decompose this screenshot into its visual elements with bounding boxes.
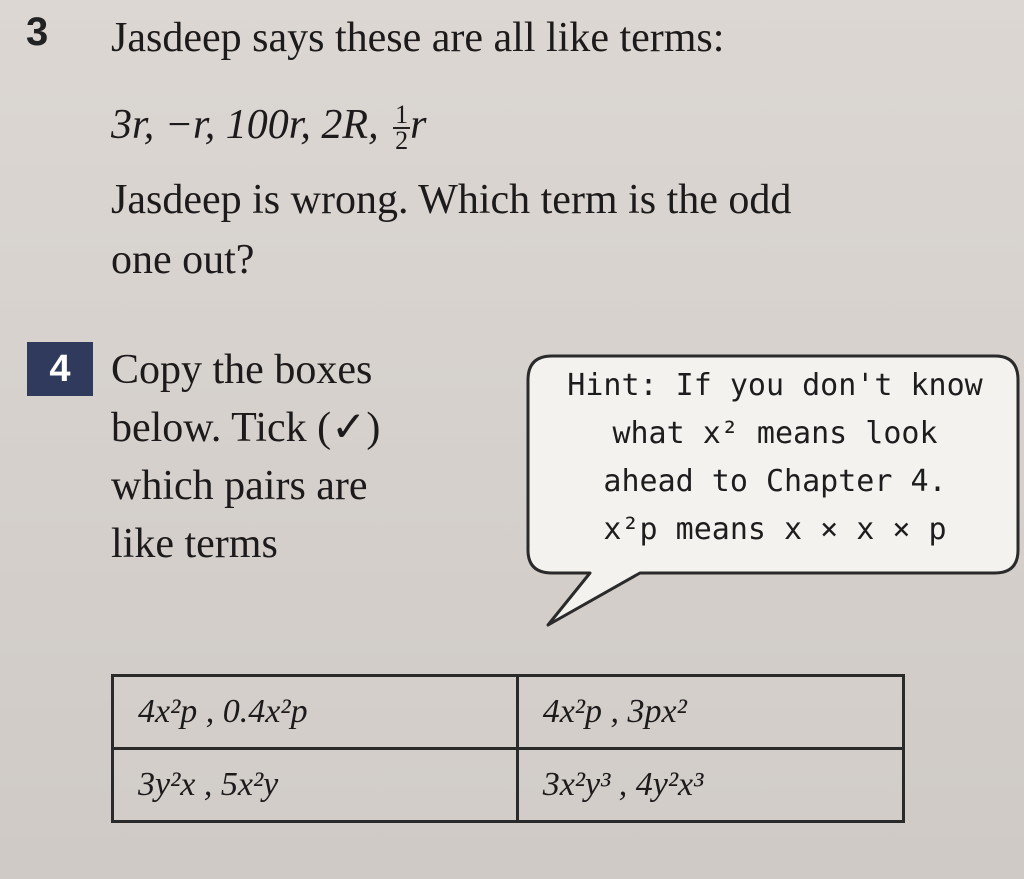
- like-terms-table: [111, 674, 905, 823]
- table-cell[interactable]: 4x²p , 0.4x²p: [113, 676, 518, 749]
- table-cell[interactable]: 3x²y³ , 4y²x³: [517, 749, 903, 822]
- question-3-line-4: one out?: [111, 237, 255, 283]
- question-3-line-3: Jasdeep is wrong. Which term is the odd: [111, 177, 792, 223]
- fraction-numerator: 1: [395, 100, 409, 130]
- hint-line-3: ahead to Chapter 4.: [603, 464, 947, 499]
- question-3-number: 3: [26, 10, 49, 54]
- table-cell[interactable]: 3y²x , 5x²y: [113, 749, 518, 822]
- fraction-denominator: 2: [395, 126, 409, 156]
- table-row: [113, 676, 904, 749]
- hint-text: [540, 362, 1010, 554]
- terms-prefix: 3r, −r, 100r, 2R,: [111, 102, 379, 148]
- question-4-line-1: Copy the boxes: [111, 347, 373, 393]
- question-4-number-badge: 4: [27, 342, 93, 396]
- question-3-line-1: Jasdeep says these are all like terms:: [111, 15, 725, 61]
- question-4-line-3: which pairs are: [111, 463, 368, 509]
- terms-suffix: r: [410, 102, 427, 148]
- hint-line-4: x²p means x × x × p: [603, 512, 947, 547]
- hint-line-1: Hint: If you don't know: [567, 368, 983, 403]
- question-4-line-4: like terms: [111, 521, 278, 567]
- table-cell[interactable]: 4x²p , 3px²: [517, 676, 903, 749]
- question-4-line-2: below. Tick (✓): [111, 405, 381, 451]
- hint-line-2: what x² means look: [612, 416, 938, 451]
- table-row: [113, 749, 904, 822]
